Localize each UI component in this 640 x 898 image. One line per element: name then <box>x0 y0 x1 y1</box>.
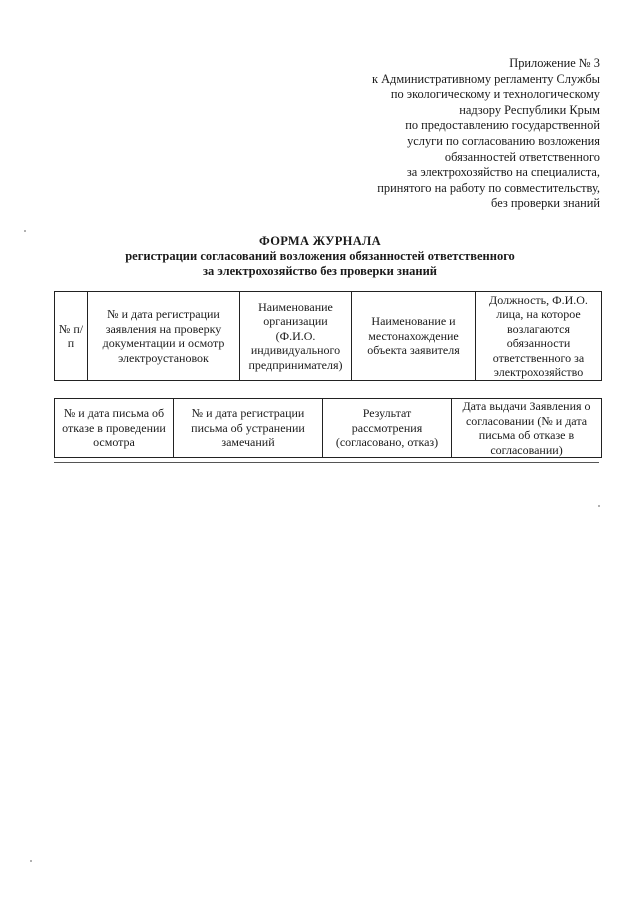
form-subtitle-line: регистрации согласований возложения обязанностей ответственного <box>125 249 515 263</box>
header-cell-organization: Наименование организации (Ф.И.О. индивидуального предпринимателя) <box>240 292 352 381</box>
form-title-block <box>0 234 640 279</box>
header-cell-object: Наименование и местонахождение объекта заявителя <box>352 292 476 381</box>
appendix-line: обязанностей ответственного <box>444 149 600 164</box>
header-cell-refusal-letter: № и дата письма об отказе в проведении осмотра <box>55 399 174 458</box>
journal-table-part-2 <box>54 398 602 458</box>
header-cell-responsible-person: Должность, Ф.И.О. лица, на которое возлагаются обязанности ответственного за электрохозяйство <box>476 292 602 381</box>
table-header-row <box>55 292 602 381</box>
appendix-header <box>300 56 600 212</box>
appendix-line: за электрохозяйство на специалиста, <box>406 165 600 180</box>
appendix-line: к Административному регламенту Службы <box>371 71 600 86</box>
scan-speck <box>30 860 32 862</box>
bleed-through-text <box>330 360 332 371</box>
journal-table-part-1 <box>54 291 602 381</box>
scan-speck <box>24 230 26 232</box>
appendix-line: принятого на работу по совместительству, <box>377 180 600 195</box>
appendix-line: по предоставлению государственной <box>405 118 600 133</box>
table-header-row <box>55 399 602 458</box>
header-cell-result: Результат рассмотрения (согласовано, отказ) <box>323 399 452 458</box>
form-subtitle-line: за электрохозяйство без проверки знаний <box>203 264 437 278</box>
bottom-rule <box>54 462 599 463</box>
appendix-line: без проверки знаний <box>491 196 600 211</box>
appendix-line: надзору Республики Крым <box>459 102 600 117</box>
header-cell-issue-date: Дата выдачи Заявления о согласовании (№ и дата письма об отказе в согласовании) <box>452 399 602 458</box>
appendix-line: Приложение № 3 <box>509 56 600 70</box>
form-title: ФОРМА ЖУРНАЛА <box>259 234 381 248</box>
header-cell-application: № и дата регистрации заявления на проверку документации и осмотр электроустановок <box>88 292 240 381</box>
scan-speck <box>598 505 600 507</box>
header-cell-remarks-letter: № и дата регистрации письма об устранении замечаний <box>174 399 323 458</box>
appendix-line: по экологическому и технологическому <box>390 87 600 102</box>
appendix-line: услуги по согласованию возложения <box>407 133 600 148</box>
header-cell-number: № п/п <box>55 292 88 381</box>
